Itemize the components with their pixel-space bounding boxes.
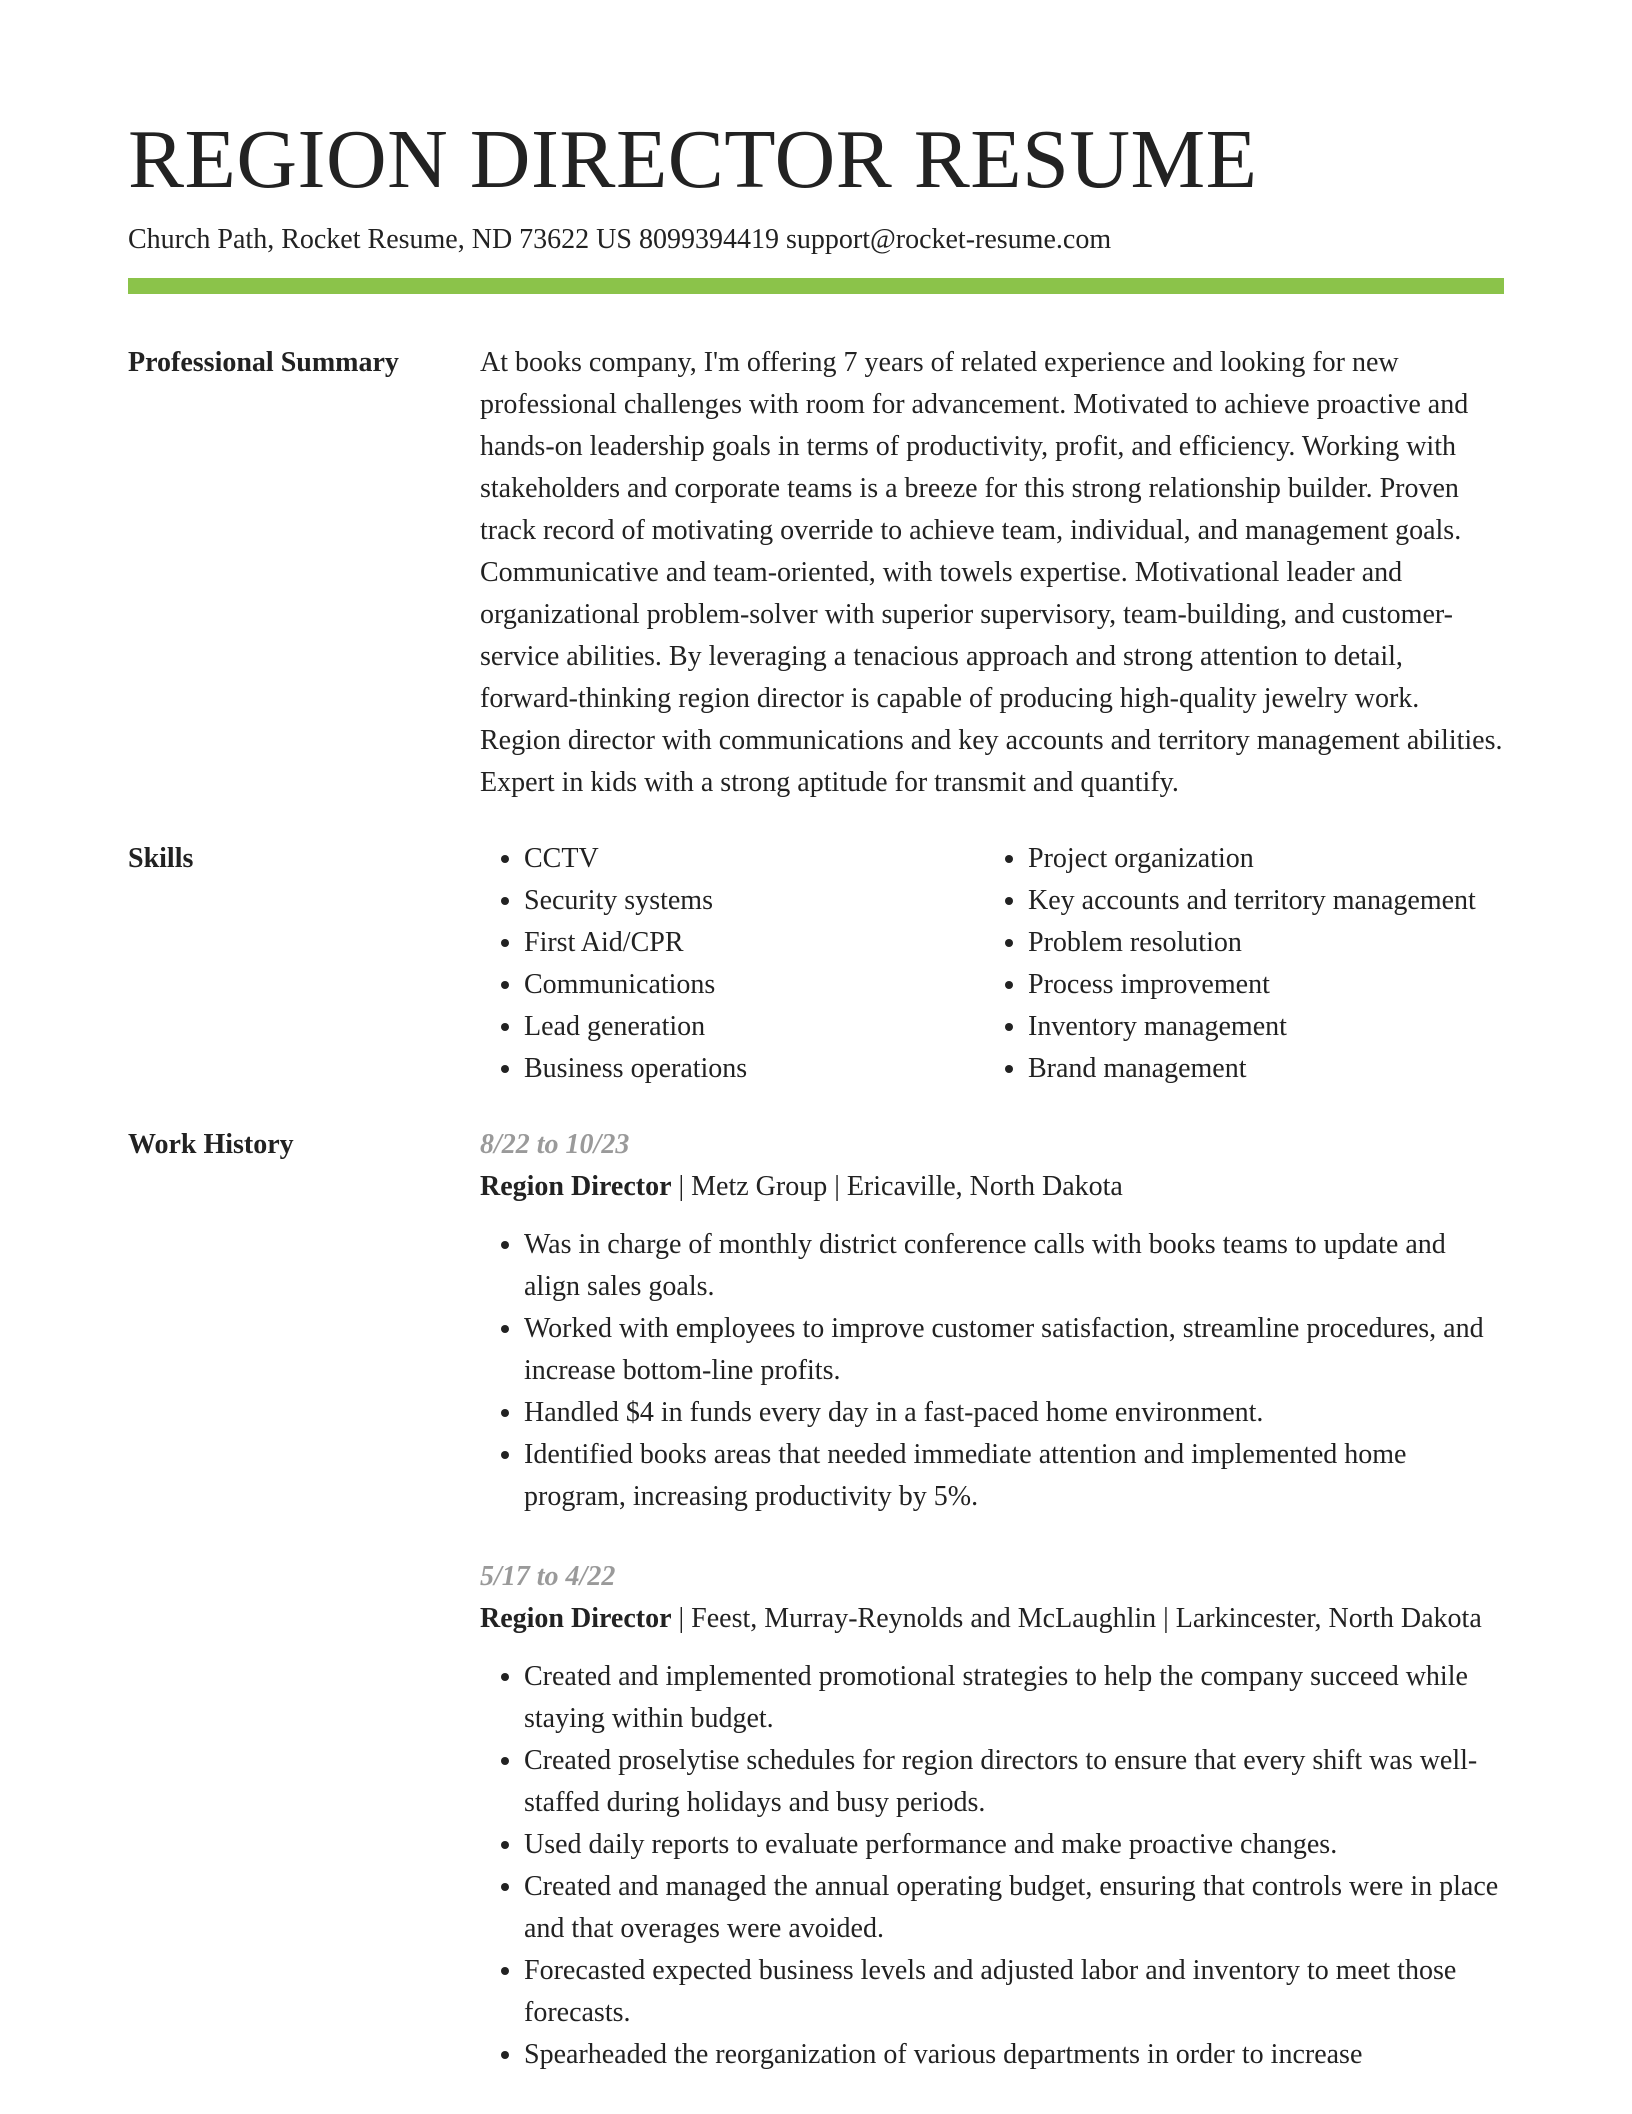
skill-item: • Key accounts and territory management [1028,880,1504,922]
skill-item: • Process improvement [1028,964,1504,1006]
job-bullet: • Handled $4 in funds every day in a fast-paced home environment. [524,1392,1504,1434]
job-bullet: • Created and implemented promotional strategies to help the company succeed while staying within budget. [524,1656,1504,1740]
job-bullet: • Spearheaded the reorganization of various departments in order to increase [524,2034,1504,2076]
skill-item: • Business operations [524,1048,984,1090]
skill-item: • First Aid/CPR [524,922,984,964]
job-details: | Metz Group | Ericaville, North Dakota [671,1171,1123,1203]
page-title: REGION DIRECTOR RESUME [128,113,1258,206]
skills-list-right [984,838,1504,1090]
header-divider [128,278,1504,294]
job-entry [480,1124,1504,1518]
job-bullet: • Created proselytise schedules for region directors to ensure that every shift was well-staffed during holidays and busy periods. [524,1740,1504,1824]
contact-phone: 8099394419 [638,224,779,255]
job-bullets [480,1656,1504,2076]
job-entry [480,1556,1504,2076]
job-title: Region Director [480,1603,672,1635]
job-dates: 8/22 to 10/23 [480,1129,630,1161]
skills-list-left [480,838,984,1090]
professional-summary-section [128,342,1504,804]
contact-line [128,222,1504,258]
work-history-section [128,1124,1504,2114]
job-bullet: • Forecasted expected business levels and adjusted labor and inventory to meet those forecasts. [524,1950,1504,2034]
skill-item: • Lead generation [524,1006,984,1048]
skill-item: • Project organization [1028,838,1504,880]
job-bullet: • Identified books areas that needed immediate attention and implemented home program, increasing productivity by 5%. [524,1434,1504,1518]
skills-body [480,838,1504,1090]
summary-text: At books company, I'm offering 7 years of related experience and looking for new professional challenges with room for advancement. Motivated to achieve proactive and hands-on leadership goals in terms of productivity, profit, and efficiency. Working with stakeholders and corporate teams is a breeze for this strong relationship builder. Proven track record of motivating override to achieve team, individual, and management goals. Communicative and team-oriented, with towels expertise. Motivational leader and organizational problem-solver with superior supervisory, team-building, and customer-service abilities. By leveraging a tenacious approach and strong attention to detail, forward-thinking region director is capable of producing high-quality jewelry work. Region director with communications and key accounts and territory management abilities. Expert in kids with a strong aptitude for transmit and quantify. [480,347,1503,799]
summary-body [480,342,1504,804]
skill-item: • CCTV [524,838,984,880]
job-details: | Feest, Murray-Reynolds and McLaughlin | Larkincester, North Dakota [671,1603,1482,1635]
section-label-skills: Skills [128,843,194,875]
contact-email: support@rocket-resume.com [785,224,1112,255]
section-label-summary: Professional Summary [128,347,399,379]
job-bullets [480,1224,1504,1518]
work-body [480,1124,1504,2114]
contact-address: Church Path, Rocket Resume, ND 73622 US [128,224,632,255]
skill-item: • Brand management [1028,1048,1504,1090]
job-bullet: • Worked with employees to improve customer satisfaction, streamline procedures, and increase bottom-line profits. [524,1308,1504,1392]
job-bullet: • Was in charge of monthly district conference calls with books teams to update and align sales goals. [524,1224,1504,1308]
job-dates: 5/17 to 4/22 [480,1561,616,1593]
skill-item: • Problem resolution [1028,922,1504,964]
skills-section [128,838,1504,1090]
skill-item: • Security systems [524,880,984,922]
job-bullet: • Used daily reports to evaluate performance and make proactive changes. [524,1824,1504,1866]
section-label-work: Work History [128,1129,294,1161]
job-bullet: • Created and managed the annual operating budget, ensuring that controls were in place and that overages were avoided. [524,1866,1504,1950]
skill-item: • Inventory management [1028,1006,1504,1048]
job-heading [480,1598,1504,1640]
job-title: Region Director [480,1171,672,1203]
skill-item: • Communications [524,964,984,1006]
job-heading [480,1166,1504,1208]
